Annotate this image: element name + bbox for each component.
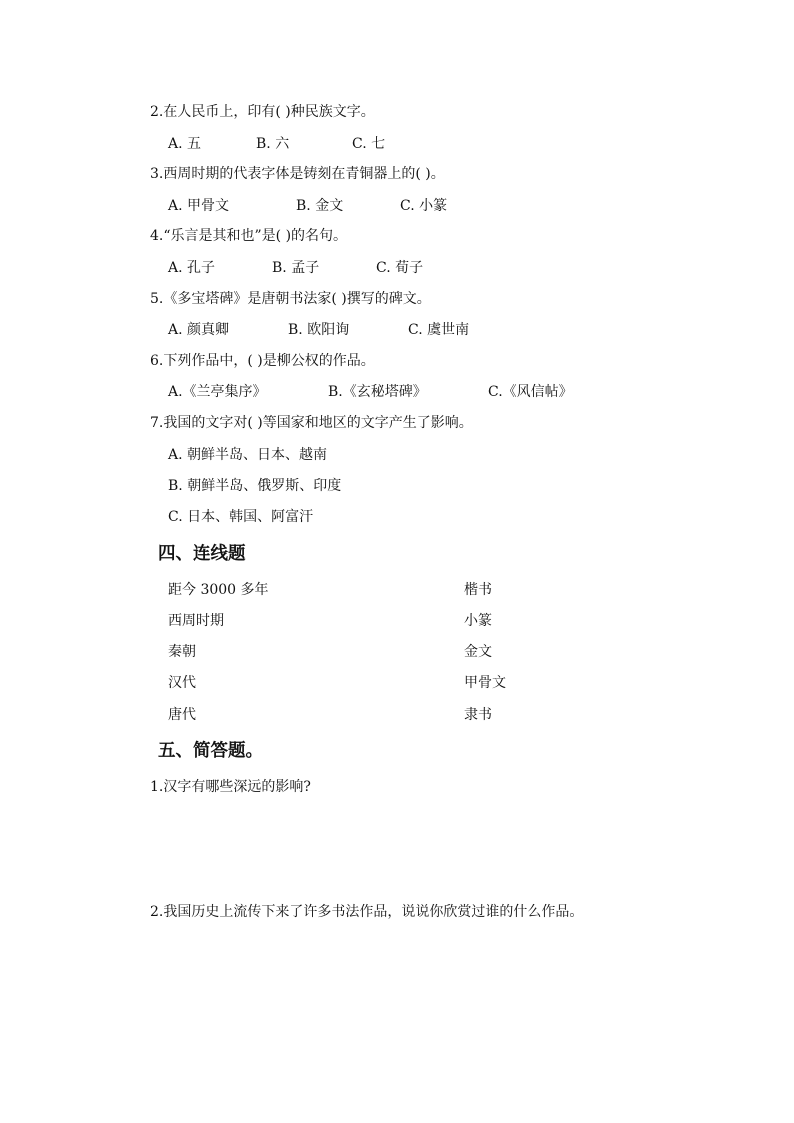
q2-option-a: A. 五 — [168, 136, 202, 152]
q6-option-a: A.《兰亭集序》 — [168, 384, 267, 400]
q6-option-c: C.《风信帖》 — [488, 384, 573, 400]
match-right-item: 隶书 — [464, 707, 492, 723]
question-6: 6.下列作品中，( )是柳公权的作品。 — [150, 353, 375, 369]
q7-option-c: C. 日本、韩国、阿富汗 — [168, 509, 314, 525]
q2-option-b: B. 六 — [256, 136, 290, 152]
match-right-item: 小篆 — [464, 613, 492, 629]
q4-option-a: A. 孔子 — [168, 260, 216, 276]
q5-option-b: B. 欧阳询 — [288, 322, 350, 338]
section-4-title: 四、连线题 — [158, 544, 246, 564]
q7-option-b: B. 朝鲜半岛、俄罗斯、印度 — [168, 478, 342, 494]
q3-option-b: B. 金文 — [296, 198, 344, 214]
question-5: 5.《多宝塔碑》是唐朝书法家( )撰写的碑文。 — [150, 291, 431, 307]
q6-option-b: B.《玄秘塔碑》 — [328, 384, 427, 400]
q5-option-c: C. 虞世南 — [408, 322, 470, 338]
short-answer-question-1: 1.汉字有哪些深远的影响? — [150, 779, 311, 795]
section-5-title: 五、简答题。 — [158, 741, 263, 761]
match-left-item: 秦朝 — [168, 644, 196, 660]
q7-option-a: A. 朝鲜半岛、日本、越南 — [168, 447, 328, 463]
question-3: 3.西周时期的代表字体是铸刻在青铜器上的( )。 — [150, 166, 445, 182]
short-answer-question-2: 2.我国历史上流传下来了许多书法作品，说说你欣赏过谁的什么作品。 — [150, 904, 584, 920]
question-7: 7.我国的文字对( )等国家和地区的文字产生了影响。 — [150, 415, 473, 431]
match-left-item: 距今 3000 多年 — [168, 582, 269, 598]
match-left-item: 唐代 — [168, 707, 196, 723]
match-right-item: 金文 — [464, 644, 492, 660]
q5-option-a: A. 颜真卿 — [168, 322, 230, 338]
match-left-item: 西周时期 — [168, 613, 224, 629]
q4-option-c: C. 荀子 — [376, 260, 424, 276]
question-2: 2.在人民币上，印有( )种民族文字。 — [150, 104, 375, 120]
q3-option-c: C. 小篆 — [400, 198, 448, 214]
match-right-item: 甲骨文 — [464, 675, 506, 691]
q2-option-c: C. 七 — [352, 136, 386, 152]
match-right-item: 楷书 — [464, 582, 492, 598]
match-left-item: 汉代 — [168, 675, 196, 691]
q4-option-b: B. 孟子 — [272, 260, 320, 276]
question-4: 4.“乐言是其和也”是( )的名句。 — [150, 228, 348, 244]
q3-option-a: A. 甲骨文 — [168, 198, 230, 214]
